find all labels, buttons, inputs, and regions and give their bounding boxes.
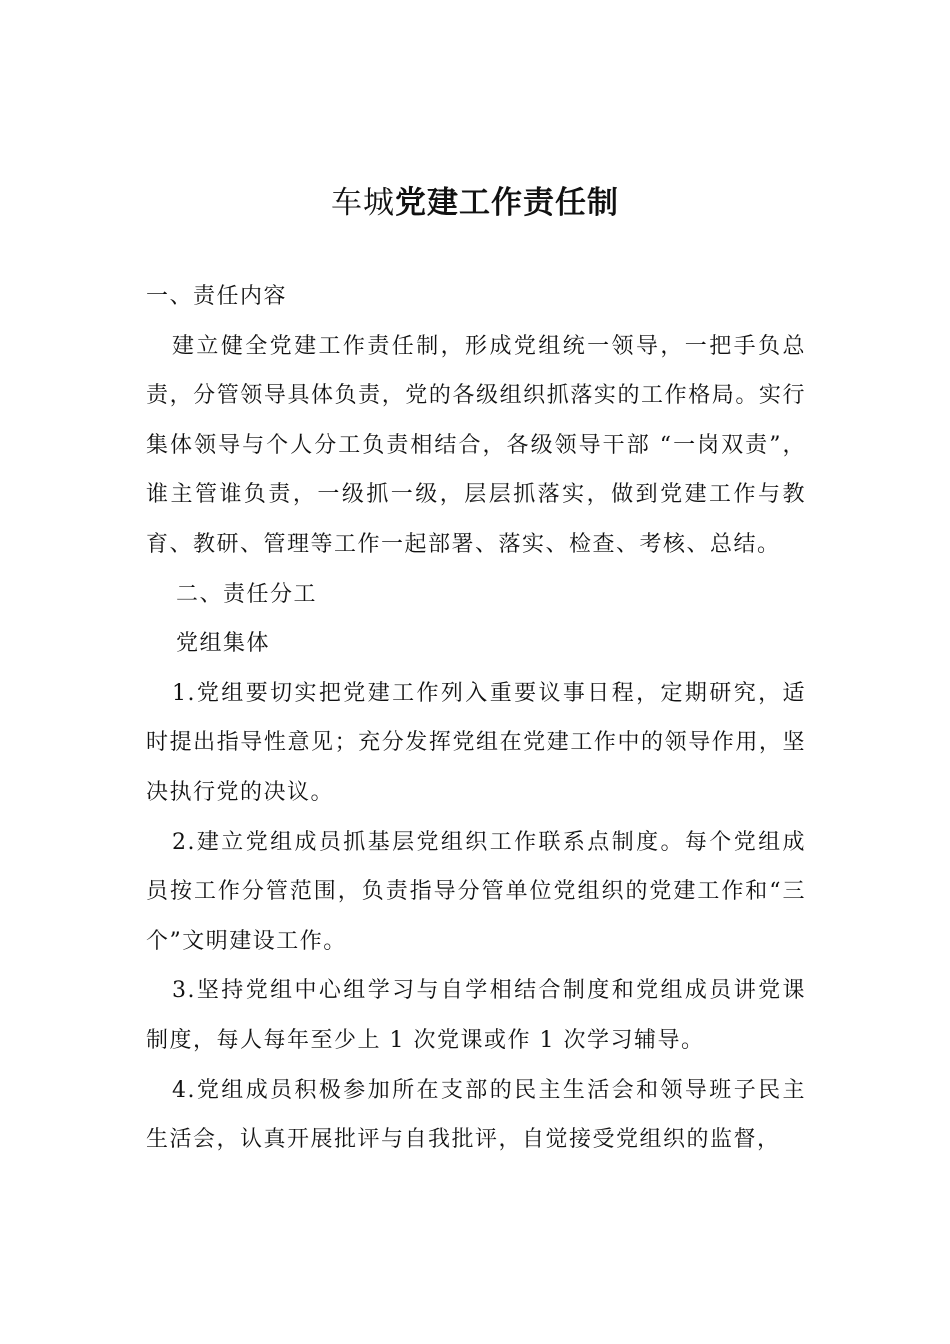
list-item: 2.建立党组成员抓基层党组织工作联系点制度。每个党组成员按工作分管范围，负责指导分管单位党组织的党建工作和“三个”文明建设工作。 <box>146 829 806 954</box>
title-main: 党建工作责任制 <box>395 185 619 221</box>
document-title <box>0 178 950 228</box>
document-body <box>146 272 806 1165</box>
section-heading-responsibility-division: 二、责任分工 <box>176 581 318 607</box>
section-heading-responsibility-content: 一、责任内容 <box>146 284 288 309</box>
subsection-heading-party-group: 党组集体 <box>176 631 271 657</box>
list-item: 3.坚持党组中心组学习与自学相结合制度和党组成员讲党课制度，每人每年至少上 1 次党课或作 1 次学习辅导。 <box>146 978 806 1053</box>
title-prefix: 车城 <box>331 185 395 221</box>
list-item: 4.党组成员积极参加所在支部的民主生活会和领导班子民主生活会，认真开展批评与自我批评，自觉接受党组织的监督， <box>146 1077 806 1153</box>
list-item: 1.党组要切实把党建工作列入重要议事日程，定期研究，适时提出指导性意见；充分发挥党组在党建工作中的领导作用，坚决执行党的决议。 <box>146 680 806 805</box>
section-paragraph: 建立健全党建工作责任制，形成党组统一领导，一把手负总责，分管领导具体负责，党的各级组织抓落实的工作格局。实行集体领导与个人分工负责相结合，各级领导干部 “一岗双责”，谁主管谁负责，一级抓一级，层层抓落实，做到党建工作与教育、教研、管理等工作一起部署、落实、检查、考核、总结。 <box>146 333 806 557</box>
